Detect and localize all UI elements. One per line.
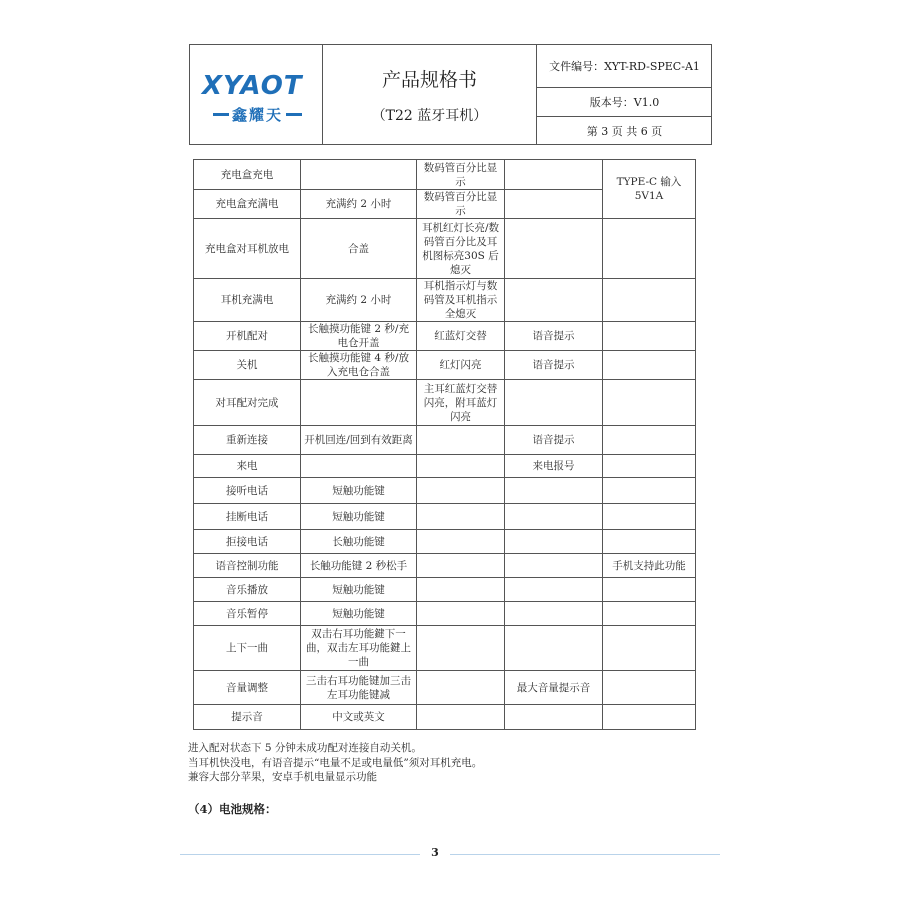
table-cell: [603, 455, 696, 478]
table-cell-merged: TYPE-C 输入5V1A: [603, 160, 696, 219]
table-cell: [603, 626, 696, 671]
table-row: [194, 671, 696, 705]
table-row: [194, 351, 696, 380]
table-row: [194, 530, 696, 554]
table-row: [194, 160, 696, 190]
table-cell: [603, 705, 696, 730]
function-spec-table: [193, 159, 696, 730]
table-cell: 合盖: [301, 219, 417, 279]
table-cell: [505, 705, 603, 730]
table-cell: [505, 626, 603, 671]
table-cell: 数码管百分比显示: [417, 160, 505, 190]
company-logo: [200, 69, 315, 129]
table-cell: [603, 530, 696, 554]
note-line: 当耳机快没电，有语音提示“电量不足或电量低”须对耳机充电。: [188, 756, 483, 769]
table-cell: [417, 602, 505, 626]
table-cell: 音乐暂停: [194, 602, 301, 626]
table-cell: 语音提示: [505, 351, 603, 380]
table-cell: 语音控制功能: [194, 554, 301, 578]
table-row: [194, 705, 696, 730]
table-cell: 短触功能键: [301, 478, 417, 504]
table-cell: 挂断电话: [194, 504, 301, 530]
table-row: [194, 626, 696, 671]
table-cell: [603, 426, 696, 455]
page-number: 3: [431, 846, 439, 859]
table-cell: [603, 478, 696, 504]
table-cell: 充电盒对耳机放电: [194, 219, 301, 279]
table-row: [194, 279, 696, 322]
table-cell: [505, 602, 603, 626]
table-cell: 中文或英文: [301, 705, 417, 730]
table-cell: 充电盒充满电: [194, 190, 301, 219]
table-cell: 手机支持此功能: [603, 554, 696, 578]
table-cell: 开机配对: [194, 322, 301, 351]
document-title: 产品规格书: [381, 69, 477, 91]
table-cell: 耳机指示灯与数码管及耳机指示全熄灭: [417, 279, 505, 322]
table-cell: [505, 380, 603, 426]
table-cell: [505, 219, 603, 279]
logo-cell: [190, 45, 323, 144]
table-cell: [603, 279, 696, 322]
table-cell: 提示音: [194, 705, 301, 730]
table-row: [194, 504, 696, 530]
table-row: [194, 478, 696, 504]
table-cell: 关机: [194, 351, 301, 380]
table-cell: [301, 380, 417, 426]
table-row: [194, 602, 696, 626]
table-cell: 红灯闪亮: [417, 351, 505, 380]
table-cell: 耳机充满电: [194, 279, 301, 322]
table-cell: 长触功能键 2 秒松手: [301, 554, 417, 578]
table-cell: 三击右耳功能键加三击左耳功能键减: [301, 671, 417, 705]
table-cell: 短触功能键: [301, 578, 417, 602]
table-row: [194, 322, 696, 351]
logo-left-line: [213, 113, 229, 116]
table-cell: 音乐播放: [194, 578, 301, 602]
table-cell: 对耳配对完成: [194, 380, 301, 426]
table-row: [194, 426, 696, 455]
table-cell: 拒接电话: [194, 530, 301, 554]
table-cell: 短触功能键: [301, 602, 417, 626]
table-cell: 语音提示: [505, 426, 603, 455]
table-cell: 开机回连/回到有效距离: [301, 426, 417, 455]
table-cell: 来电: [194, 455, 301, 478]
table-cell: [603, 671, 696, 705]
section-heading-battery: （4）电池规格：: [188, 802, 277, 816]
table-cell: 语音提示: [505, 322, 603, 351]
table-row: [194, 380, 696, 426]
table-cell: 接听电话: [194, 478, 301, 504]
table-cell: 数码管百分比显示: [417, 190, 505, 219]
title-cell: [323, 45, 537, 144]
page-indicator: 第 3 页 共 6 页: [586, 124, 663, 138]
table-cell: 主耳红蓝灯交替闪亮，附耳蓝灯闪亮: [417, 380, 505, 426]
logo-right-line: [286, 113, 302, 116]
table-cell: [301, 160, 417, 190]
table-cell: 耳机红灯长亮/数码管百分比及耳机图标亮30S 后熄灭: [417, 219, 505, 279]
table-cell: 长触功能键: [301, 530, 417, 554]
table-cell: [505, 530, 603, 554]
table-cell: 最大音量提示音: [505, 671, 603, 705]
table-cell: [417, 455, 505, 478]
table-cell: [417, 578, 505, 602]
table-cell: [301, 455, 417, 478]
table-row: [194, 219, 696, 279]
table-cell: [603, 602, 696, 626]
table-cell: [505, 160, 603, 190]
table-cell: [603, 351, 696, 380]
table-row: [194, 578, 696, 602]
table-cell: [417, 626, 505, 671]
table-cell: [505, 478, 603, 504]
table-cell: [505, 554, 603, 578]
table-row: [194, 554, 696, 578]
table-cell: 来电报号: [505, 455, 603, 478]
logo-chinese-name: 鑫耀天: [231, 106, 283, 124]
table-cell: 音量调整: [194, 671, 301, 705]
table-cell: 短触功能键: [301, 504, 417, 530]
notes-block: [188, 741, 482, 785]
table-cell: 充满约 2 小时: [301, 190, 417, 219]
table-cell: 充电盒充电: [194, 160, 301, 190]
table-cell: [603, 322, 696, 351]
table-cell: [417, 426, 505, 455]
meta-cell: [537, 45, 712, 144]
table-cell: [417, 504, 505, 530]
table-cell: 双击右耳功能鍵下一曲，双击左耳功能鍵上一曲: [301, 626, 417, 671]
table-cell: [505, 578, 603, 602]
document-subtitle: （T22 蓝牙耳机）: [371, 108, 488, 124]
table-cell: [417, 705, 505, 730]
footer-line-right: [450, 854, 720, 855]
table-cell: 长触摸功能键 4 秒/放入充电仓合盖: [301, 351, 417, 380]
table-cell: 红蓝灯交替: [417, 322, 505, 351]
table-cell: 长触摸功能键 2 秒/充电仓开盖: [301, 322, 417, 351]
table-cell: [417, 671, 505, 705]
table-row: [194, 455, 696, 478]
table-cell: [417, 530, 505, 554]
table-cell: 充满约 2 小时: [301, 279, 417, 322]
table-cell: [505, 504, 603, 530]
doc-number: 文件编号：XYT-RD-SPEC-A1: [537, 45, 712, 88]
table-cell: [505, 279, 603, 322]
note-line: 进入配对状态下 5 分钟未成功配对连接自动关机。: [188, 742, 422, 754]
footer-line-left: [180, 854, 420, 855]
table-cell: [603, 380, 696, 426]
table-cell: [417, 478, 505, 504]
version-number: 版本号：V1.0: [537, 87, 712, 117]
table-cell: [603, 504, 696, 530]
table-cell: [603, 219, 696, 279]
table-cell: [417, 554, 505, 578]
document-header: [189, 44, 712, 145]
table-cell: [505, 190, 603, 219]
logo-wordmark: XYAOT: [202, 71, 303, 101]
table-cell: 上下一曲: [194, 626, 301, 671]
table-cell: [603, 578, 696, 602]
table-cell: 重新连接: [194, 426, 301, 455]
note-line: 兼容大部分苹果，安卓手机电量显示功能: [188, 771, 377, 783]
